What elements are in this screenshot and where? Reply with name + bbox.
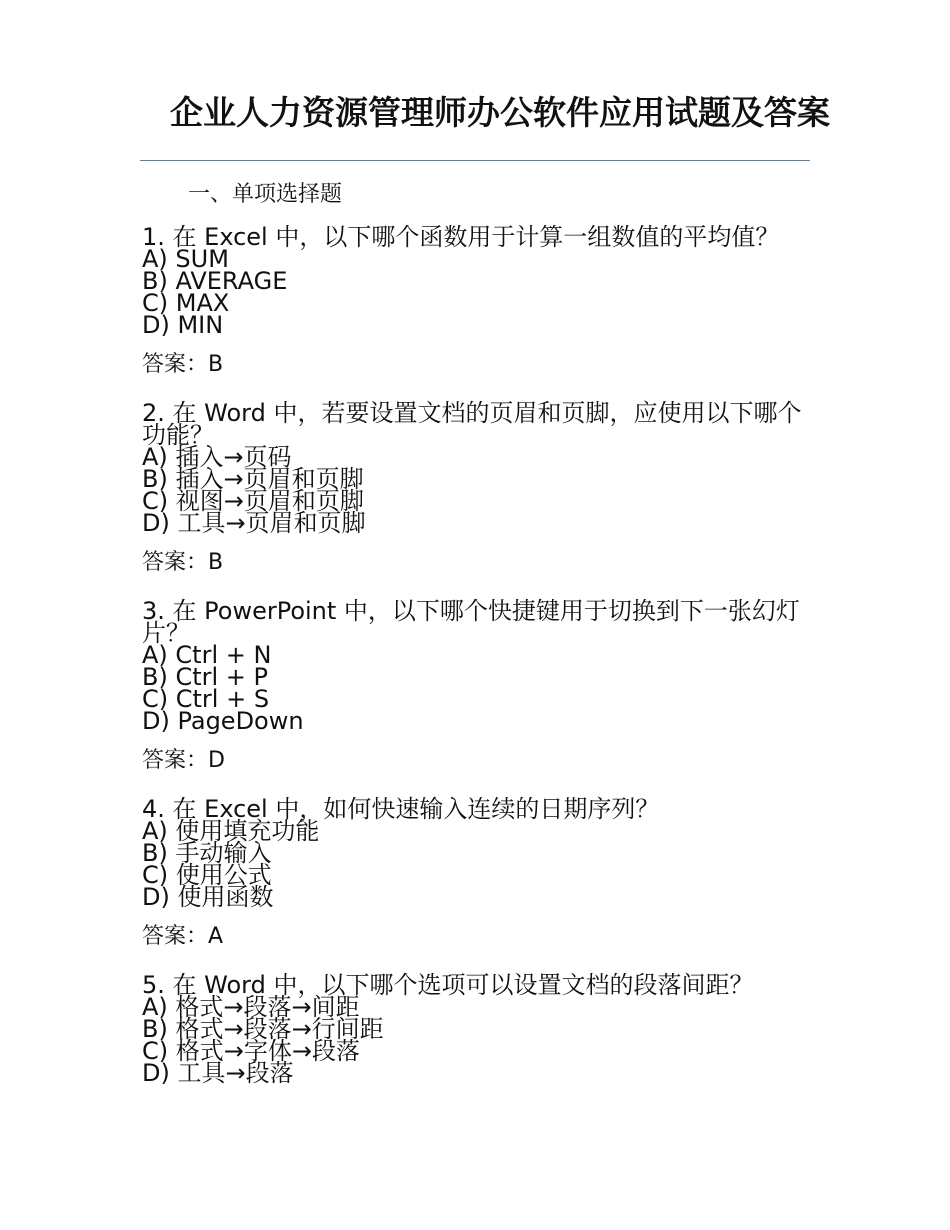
answer-line <box>142 350 802 380</box>
answer-value: A <box>208 924 224 949</box>
option-c: C) 使用公式 <box>142 861 272 889</box>
option-c: C) 格式→字体→段落 <box>142 1037 360 1065</box>
option-list <box>142 245 802 339</box>
question-1 <box>142 223 802 380</box>
option-c: C) Ctrl + S <box>142 685 270 713</box>
option-b: B) 手动输入 <box>142 839 272 867</box>
answer-value: D <box>208 748 225 773</box>
question-list <box>142 223 802 1106</box>
document-title: 企业人力资源管理师办公软件应用试题及答案 <box>170 93 830 132</box>
question-stem: 2. 在 Word 中，若要设置文档的页眉和页脚，应使用以下哪个功能？ <box>142 399 802 449</box>
option-d: D) 工具→段落 <box>142 1059 294 1087</box>
answer-line <box>142 548 802 578</box>
option-c: C) MAX <box>142 289 230 317</box>
question-stem: 5. 在 Word 中，以下哪个选项可以设置文档的段落间距？ <box>142 971 754 999</box>
answer-line <box>142 922 802 952</box>
answer-value: B <box>208 352 224 377</box>
option-list <box>142 443 802 537</box>
option-d: D) 使用函数 <box>142 883 274 911</box>
option-c: C) 视图→页眉和页脚 <box>142 487 364 515</box>
answer-label: 答案： <box>142 924 209 949</box>
question-2 <box>142 399 802 578</box>
title-underline <box>140 160 810 161</box>
option-b: B) Ctrl + P <box>142 663 268 691</box>
question-5 <box>142 971 802 1087</box>
option-a: A) Ctrl + N <box>142 641 272 669</box>
option-list <box>142 817 802 911</box>
question-stem: 1. 在 Excel 中，以下哪个函数用于计算一组数值的平均值？ <box>142 223 780 251</box>
answer-label: 答案： <box>142 550 209 575</box>
section-heading: 一、单项选择题 <box>188 182 343 207</box>
option-a: A) SUM <box>142 245 229 273</box>
option-d: D) PageDown <box>142 707 304 735</box>
option-list <box>142 641 802 735</box>
option-b: B) 插入→页眉和页脚 <box>142 465 364 493</box>
option-a: A) 使用填充功能 <box>142 817 320 845</box>
option-b: B) 格式→段落→行间距 <box>142 1015 384 1043</box>
answer-value: B <box>208 550 224 575</box>
answer-line <box>142 746 802 776</box>
option-list <box>142 993 802 1087</box>
option-b: B) AVERAGE <box>142 267 288 295</box>
option-d: D) MIN <box>142 311 224 339</box>
question-stem: 4. 在 Excel 中，如何快速输入连续的日期序列？ <box>142 795 660 823</box>
option-a: A) 插入→页码 <box>142 443 292 471</box>
question-stem: 3. 在 PowerPoint 中，以下哪个快捷键用于切换到下一张幻灯片？ <box>142 597 800 647</box>
answer-label: 答案： <box>142 748 209 773</box>
question-4 <box>142 795 802 952</box>
question-3 <box>142 597 802 776</box>
option-d: D) 工具→页眉和页脚 <box>142 509 366 537</box>
option-a: A) 格式→段落→间距 <box>142 993 360 1021</box>
answer-label: 答案： <box>142 352 209 377</box>
